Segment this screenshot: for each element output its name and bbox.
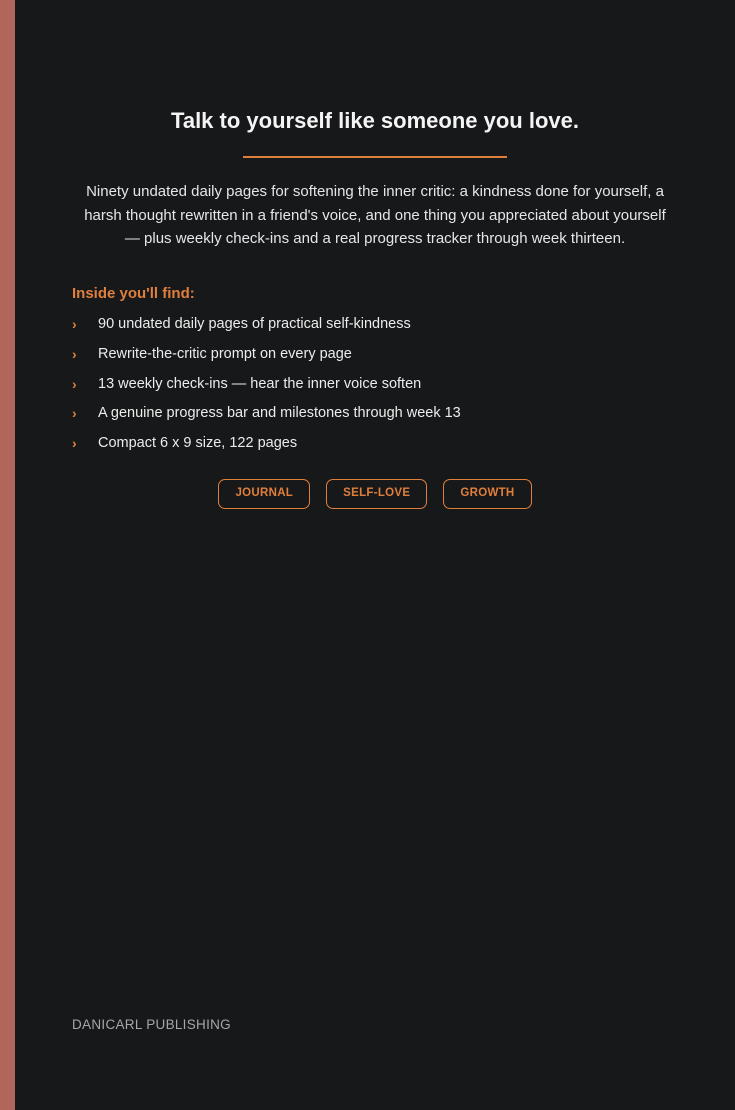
- feature-text: Rewrite-the-critic prompt on every page: [98, 345, 352, 362]
- features-list: [72, 313, 692, 462]
- feature-item: [72, 373, 692, 403]
- publisher-name: DANICARL PUBLISHING: [72, 1017, 231, 1032]
- feature-text: 90 undated daily pages of practical self-kindness: [98, 316, 411, 332]
- feature-item: [72, 313, 692, 343]
- feature-text: Compact 6 x 9 size, 122 pages: [98, 435, 298, 452]
- headline-divider: [243, 156, 507, 158]
- chevron-right-icon: ›: [72, 435, 77, 452]
- chevron-right-icon: ›: [72, 405, 77, 422]
- feature-item: [72, 402, 692, 432]
- tag-list: [15, 479, 735, 509]
- back-cover-content: [15, 0, 735, 1110]
- feature-item: [72, 343, 692, 373]
- intro-paragraph: Ninety undated daily pages for softening the inner critic: a kindness done for yourself, a harsh thought rewritten in a friend's voice, and one thing you appreciated about yourself — plus weekly check-ins and a real progress tracker through week thirteen.: [84, 183, 666, 247]
- tag-journal: JOURNAL: [218, 479, 310, 509]
- chevron-right-icon: ›: [72, 375, 77, 392]
- headline: Talk to yourself like someone you love.: [171, 108, 579, 133]
- feature-item: [72, 432, 692, 462]
- tag-self-love: SELF-LOVE: [326, 479, 427, 509]
- chevron-right-icon: ›: [72, 345, 77, 362]
- feature-text: A genuine progress bar and milestones through week 13: [98, 405, 461, 422]
- chevron-right-icon: ›: [72, 316, 77, 332]
- tag-growth: GROWTH: [443, 479, 531, 509]
- feature-text: 13 weekly check-ins — hear the inner voice soften: [98, 375, 422, 392]
- features-heading: Inside you'll find:: [72, 285, 195, 302]
- spine-stripe: [0, 0, 15, 1110]
